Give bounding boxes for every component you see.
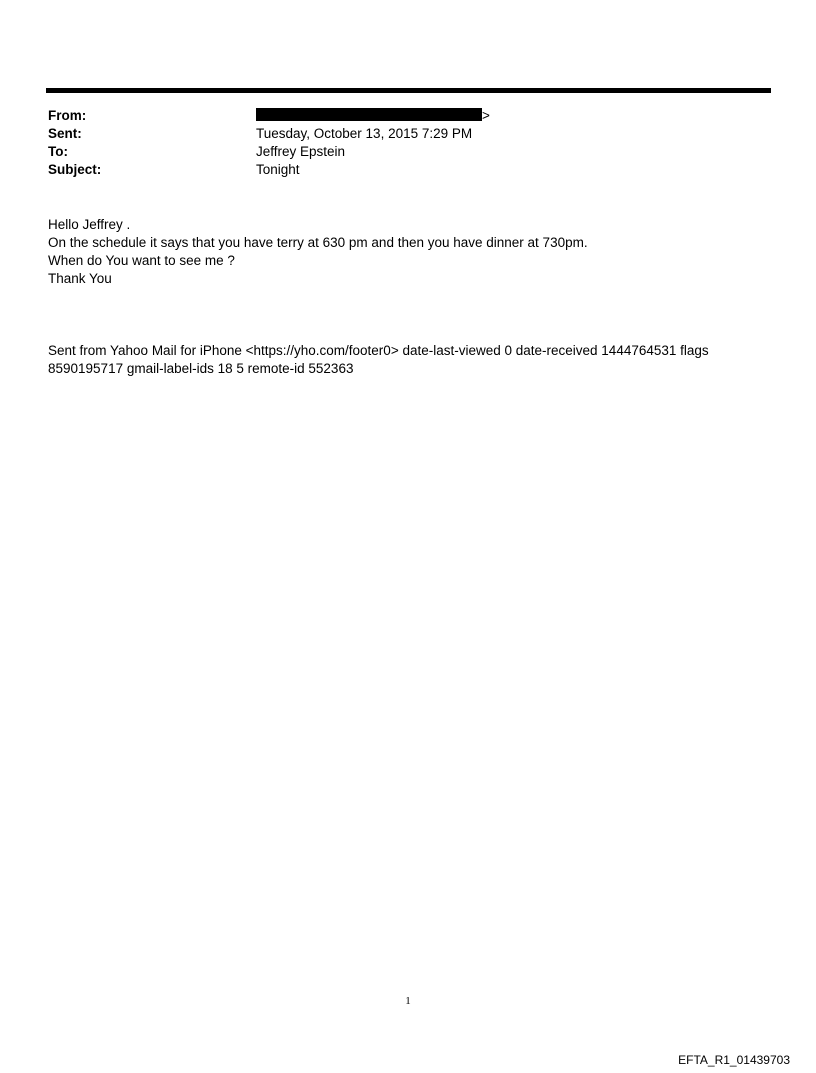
header-row-sent [48, 125, 748, 143]
from-value-suffix: > [482, 108, 490, 123]
page-number: 1 [405, 995, 411, 1007]
redaction-block [256, 108, 482, 121]
header-row-subject [48, 161, 748, 179]
from-label: From: [48, 108, 87, 123]
to-label: To: [48, 144, 68, 159]
body-line-greeting: Hello Jeffrey . [48, 217, 131, 232]
body-line-question: When do You want to see me ? [48, 253, 235, 268]
email-footer [48, 342, 768, 378]
subject-label: Subject: [48, 162, 102, 177]
body-line-signoff: Thank You [48, 271, 112, 286]
header-row-from [48, 107, 748, 125]
sent-label: Sent: [48, 126, 82, 141]
subject-value: Tonight [256, 162, 300, 177]
footer-line-1: Sent from Yahoo Mail for iPhone <https://yho.com/footer0> date-last-viewed 0 date-received 1444764531 flags [48, 343, 709, 358]
footer-line-2: 8590195717 gmail-label-ids 18 5 remote-id 552363 [48, 361, 354, 376]
document-id: EFTA_R1_01439703 [678, 1053, 790, 1067]
email-header [48, 107, 748, 179]
from-value [256, 107, 490, 125]
body-line-schedule: On the schedule it says that you have terry at 630 pm and then you have dinner at 730pm. [48, 235, 588, 250]
sent-value: Tuesday, October 13, 2015 7:29 PM [256, 126, 473, 141]
top-rule [46, 88, 771, 93]
email-body [48, 216, 768, 288]
to-value: Jeffrey Epstein [256, 144, 346, 159]
header-row-to [48, 143, 748, 161]
